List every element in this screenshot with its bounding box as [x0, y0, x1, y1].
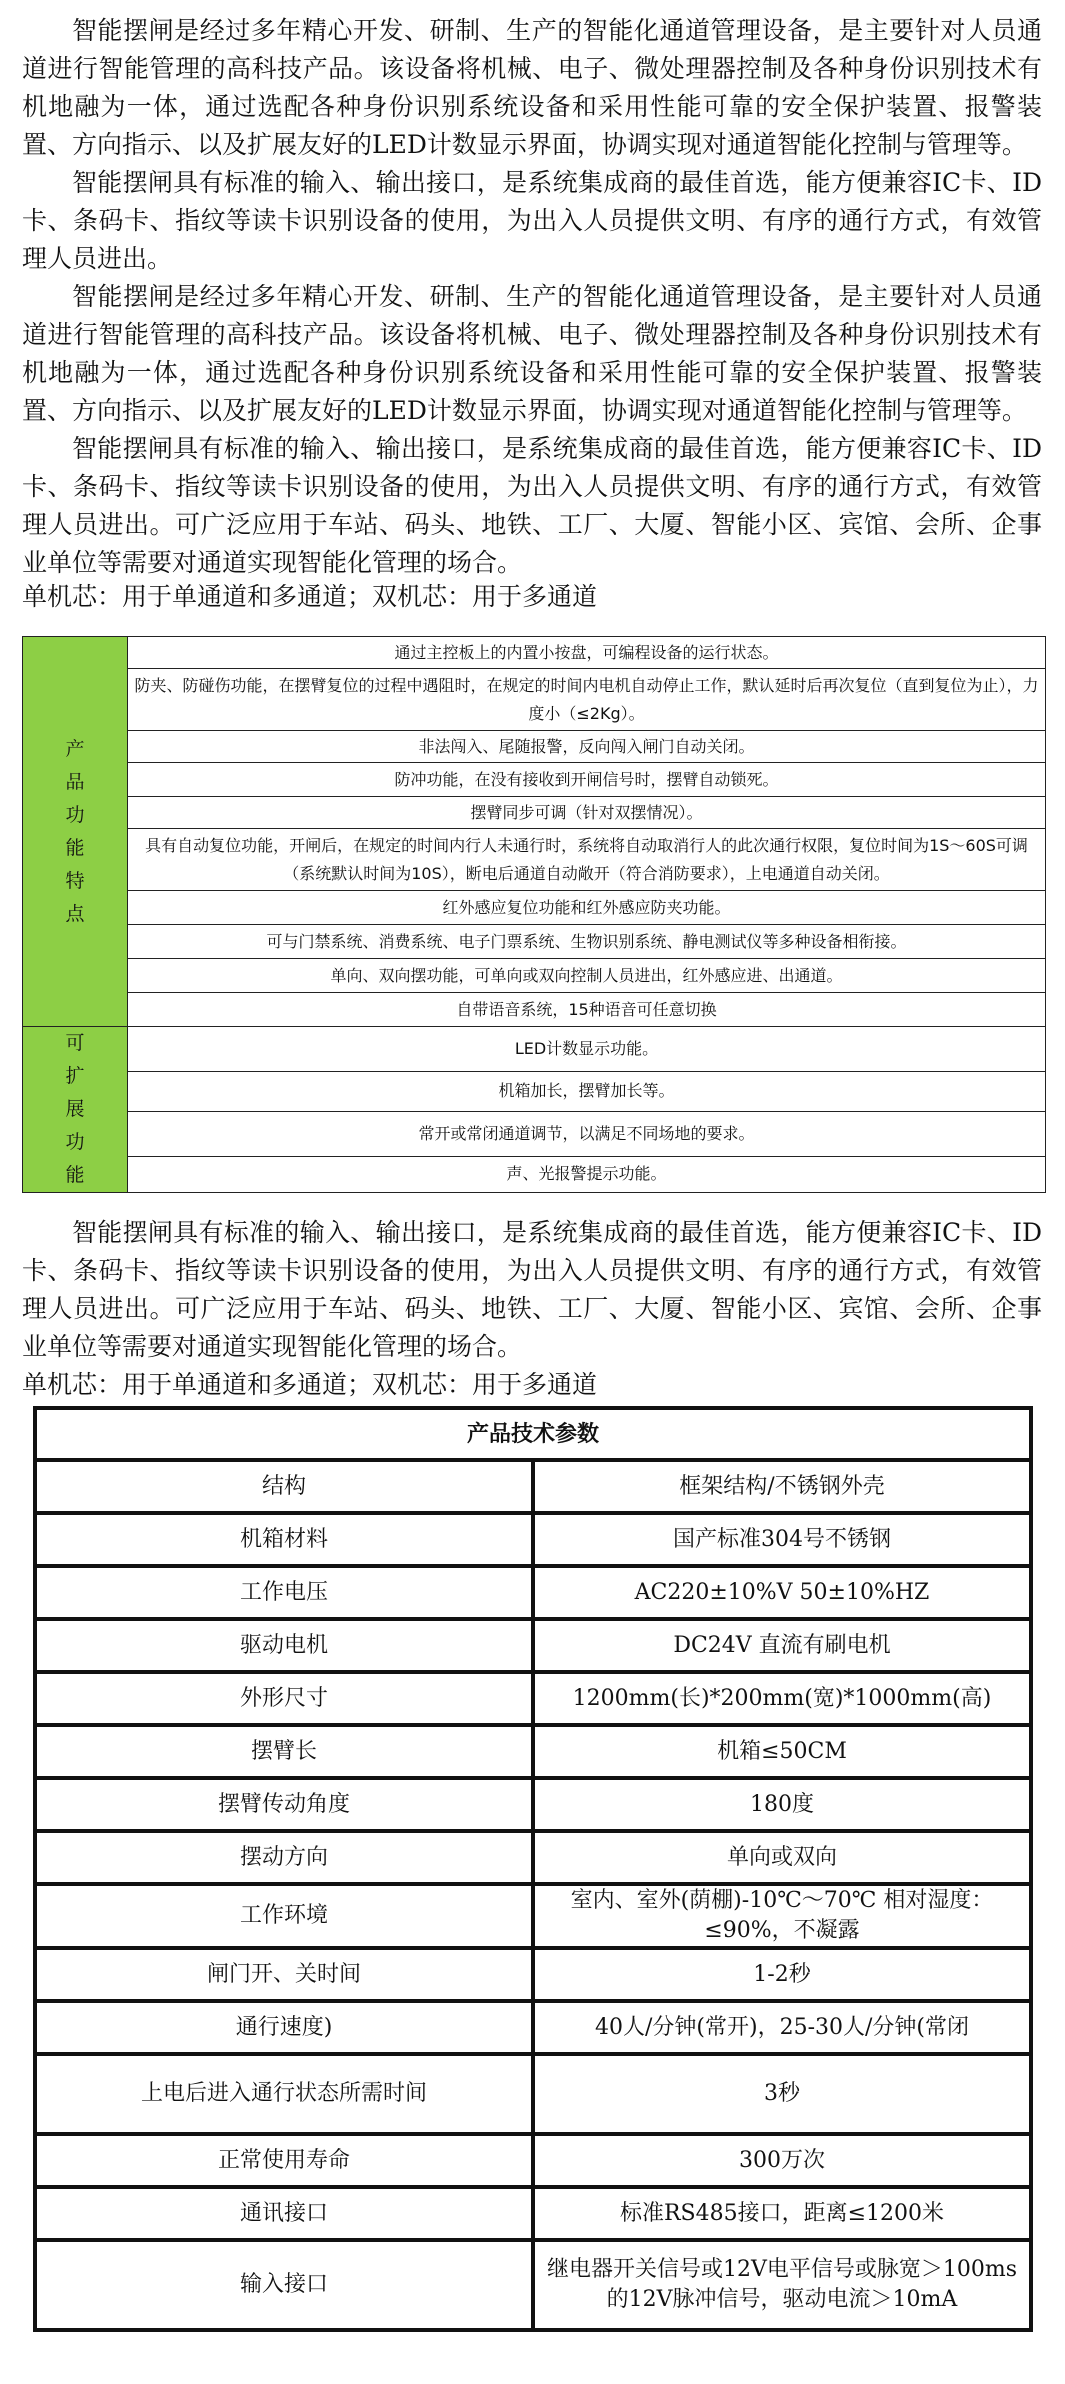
spec-key: 摆臂传动角度: [35, 1778, 533, 1831]
spec-key: 机箱材料: [35, 1513, 533, 1566]
spec-row: [35, 1513, 1031, 1566]
spec-value: 40人/分钟(常开)，25-30人/分钟(常闭: [533, 2001, 1031, 2054]
feature-row: [23, 829, 1046, 891]
spec-key: 输入接口: [35, 2240, 533, 2330]
spec-key: 摆动方向: [35, 1831, 533, 1884]
core-line-2: 单机芯：用于单通道和多通道；双机芯：用于多通道: [22, 1370, 598, 1399]
application-paragraph: 智能摆闸具有标准的输入、输出接口，是系统集成商的最佳首选，能方便兼容IC卡、ID卡、条码卡、指纹等读卡识别设备的使用，为出入人员提供文明、有序的通行方式，有效管理人员进出。可广泛应用于车站、码头、地铁、工厂、大厦、智能小区、宾馆、会所、企事业单位等需要对通道实现智能化管理的场合。: [22, 1218, 1042, 1361]
feature-row: [23, 763, 1046, 797]
spec-row: [35, 1460, 1031, 1513]
spec-key: 驱动电机: [35, 1619, 533, 1672]
spec-table-title-row: [35, 1408, 1031, 1460]
spec-row: [35, 1725, 1031, 1778]
spec-row: [35, 1778, 1031, 1831]
spec-table-title: 产品技术参数: [35, 1408, 1031, 1460]
intro-paragraph-2: 智能摆闸具有标准的输入、输出接口，是系统集成商的最佳首选，能方便兼容IC卡、ID卡、条码卡、指纹等读卡识别设备的使用，为出入人员提供文明、有序的通行方式，有效管理人员进出。: [22, 168, 1042, 273]
feature-item: 红外感应复位功能和红外感应防夹功能。: [128, 891, 1046, 925]
spec-key: 结构: [35, 1460, 533, 1513]
feature-item: 可与门禁系统、消费系统、电子门票系统、生物识别系统、静电测试仪等多种设备相衔接。: [128, 925, 1046, 959]
spec-value: 室内、室外(荫棚)-10℃～70℃ 相对湿度：≤90%，不凝露: [533, 1884, 1031, 1948]
feature-row: [23, 1027, 1046, 1072]
feature-row: [23, 797, 1046, 829]
spec-key: 工作环境: [35, 1884, 533, 1948]
spec-value: 标准RS485接口，距离≤1200米: [533, 2187, 1031, 2240]
product-feature-label: 产品功能特点: [23, 637, 128, 1027]
spec-row: [35, 2187, 1031, 2240]
spec-key: 外形尺寸: [35, 1672, 533, 1725]
spec-value: DC24V 直流有刷电机: [533, 1619, 1031, 1672]
feature-row: [23, 891, 1046, 925]
feature-item: 声、光报警提示功能。: [128, 1156, 1046, 1192]
feature-item: LED计数显示功能。: [128, 1027, 1046, 1072]
feature-item: 具有自动复位功能，开闸后，在规定的时间内行人未通行时，系统将自动取消行人的此次通行权限，复位时间为1S～60S可调（系统默认时间为10S），断电后通道自动敞开（符合消防要求），上电通道自动关闭。: [128, 829, 1046, 891]
feature-row: [23, 925, 1046, 959]
spec-key: 通行速度): [35, 2001, 533, 2054]
spec-value: 国产标准304号不锈钢: [533, 1513, 1031, 1566]
spec-value: 框架结构/不锈钢外壳: [533, 1460, 1031, 1513]
spec-row: [35, 1672, 1031, 1725]
feature-row: [23, 669, 1046, 731]
feature-item: 防夹、防碰伤功能，在摆臂复位的过程中遇阻时，在规定的时间内电机自动停止工作，默认延时后再次复位（直到复位为止），力度小（≤2Kg）。: [128, 669, 1046, 731]
feature-item: 防冲功能，在没有接收到开闸信号时，摆臂自动锁死。: [128, 763, 1046, 797]
spec-row: [35, 1566, 1031, 1619]
feature-table: [22, 636, 1046, 1193]
spec-value: 3秒: [533, 2054, 1031, 2134]
feature-item: 单向、双向摆功能，可单向或双向控制人员进出，红外感应进、出通道。: [128, 959, 1046, 993]
core-line-1: 单机芯：用于单通道和多通道；双机芯：用于多通道: [22, 582, 598, 611]
spec-key: 正常使用寿命: [35, 2134, 533, 2187]
spec-value: AC220±10%V 50±10%HZ: [533, 1566, 1031, 1619]
spec-row: [35, 1884, 1031, 1948]
spec-row: [35, 2134, 1031, 2187]
spec-value: 180度: [533, 1778, 1031, 1831]
spec-row: [35, 1831, 1031, 1884]
feature-item: 机箱加长，摆臂加长等。: [128, 1071, 1046, 1111]
feature-row: [23, 993, 1046, 1027]
feature-row: [23, 959, 1046, 993]
feature-row: [23, 1071, 1046, 1111]
spec-value: 300万次: [533, 2134, 1031, 2187]
spec-value: 机箱≤50CM: [533, 1725, 1031, 1778]
feature-item: 自带语音系统，15种语音可任意切换: [128, 993, 1046, 1027]
feature-row: [23, 1112, 1046, 1157]
feature-item: 通过主控板上的内置小按盘，可编程设备的运行状态。: [128, 637, 1046, 669]
intro-paragraph-3: 智能摆闸是经过多年精心开发、研制、生产的智能化通道管理设备，是主要针对人员通道进行智能管理的高科技产品。该设备将机械、电子、微处理器控制及各种身份识别技术有机地融为一体，通过选配各种身份识别系统设备和采用性能可靠的安全保护装置、报警装置、方向指示、以及扩展友好的LED计数显示界面，协调实现对通道智能化控制与管理等。: [22, 282, 1042, 425]
feature-item: 非法闯入、尾随报警，反向闯入闸门自动关闭。: [128, 731, 1046, 763]
spec-row: [35, 2240, 1031, 2330]
spec-table: [33, 1406, 1033, 2332]
spec-key: 工作电压: [35, 1566, 533, 1619]
feature-item: 常开或常闭通道调节，以满足不同场地的要求。: [128, 1112, 1046, 1157]
spec-value: 1-2秒: [533, 1948, 1031, 2001]
spec-value: 单向或双向: [533, 1831, 1031, 1884]
feature-row: [23, 1156, 1046, 1192]
spec-value: 1200mm(长)*200mm(宽)*1000mm(高): [533, 1672, 1031, 1725]
extension-feature-label: 可扩展功能: [23, 1027, 128, 1193]
feature-item: 摆臂同步可调（针对双摆情况）。: [128, 797, 1046, 829]
feature-row: [23, 637, 1046, 669]
spec-row: [35, 1948, 1031, 2001]
spec-key: 摆臂长: [35, 1725, 533, 1778]
spec-row: [35, 1619, 1031, 1672]
spec-row: [35, 2054, 1031, 2134]
spec-key: 闸门开、关时间: [35, 1948, 533, 2001]
intro-paragraph-4: 智能摆闸具有标准的输入、输出接口，是系统集成商的最佳首选，能方便兼容IC卡、ID卡、条码卡、指纹等读卡识别设备的使用，为出入人员提供文明、有序的通行方式，有效管理人员进出。可广泛应用于车站、码头、地铁、工厂、大厦、智能小区、宾馆、会所、企事业单位等需要对通道实现智能化管理的场合。: [22, 434, 1042, 577]
intro-paragraph-1: 智能摆闸是经过多年精心开发、研制、生产的智能化通道管理设备，是主要针对人员通道进行智能管理的高科技产品。该设备将机械、电子、微处理器控制及各种身份识别技术有机地融为一体，通过选配各种身份识别系统设备和采用性能可靠的安全保护装置、报警装置、方向指示、以及扩展友好的LED计数显示界面，协调实现对通道智能化控制与管理等。: [22, 16, 1042, 159]
spec-key: 上电后进入通行状态所需时间: [35, 2054, 533, 2134]
feature-row: [23, 731, 1046, 763]
spec-key: 通讯接口: [35, 2187, 533, 2240]
spec-value: 继电器开关信号或12V电平信号或脉宽＞100ms的12V脉冲信号，驱动电流＞10mA: [533, 2240, 1031, 2330]
spec-row: [35, 2001, 1031, 2054]
